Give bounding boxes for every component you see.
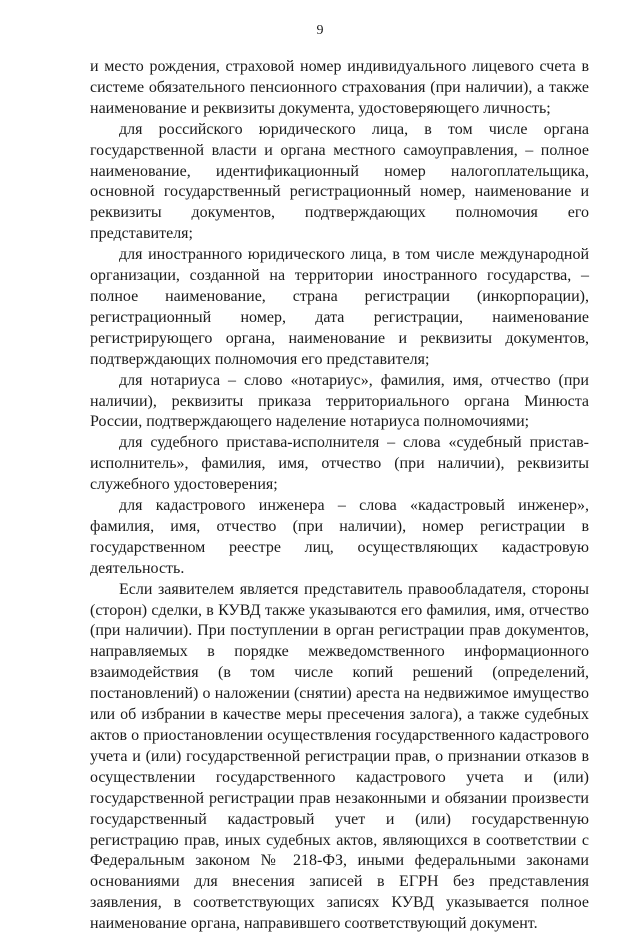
paragraph-cadastral-engineer: для кадастрового инженера – слова «кадастровый инженер», фамилия, имя, отчество (при наличии), номер регистрации в государственном реестре лиц, осуществляющих кадастровую деятельность. xyxy=(90,497,589,577)
paragraph-notary: для нотариуса – слово «нотариус», фамилия, имя, отчество (при наличии), реквизиты приказа территориального органа Минюста России, подтверждающего наделение нотариуса полномочиями; xyxy=(90,371,589,431)
paragraph-representative: Если заявителем является представитель правообладателя, стороны (сторон) сделки, в КУВД также указываются его фамилия, имя, отчество (при наличии). При поступлении в орган регистрации прав документов, направляемых в порядке межведомственного информационного взаимодействия (в том числе копий решений (определений, постановлений) о наложении (снятии) ареста на недвижимое имущество или об избрании в качестве меры пресечения залога), а также судебных актов о приостановлении осуществления государственного кадастрового учета и (или) государственной регистрации прав, о признании отказов в осуществлении государственного кадастрового учета и (или) государственной регистрации прав незаконными и обязании произвести государственный кадастровый учет и (или) государственную регистрацию прав, иных судебных актов, являющихся в соответствии с Федеральным законом № 218-ФЗ, иными федеральными законами основаниями для внесения записей в ЕГРН без представления заявления, в соответствующих записях КУВД указывается полное наименование органа, направившего соответствующий документ. xyxy=(90,580,589,933)
paragraph-continuation: и место рождения, страховой номер индивидуального лицевого счета в системе обязательного пенсионного страхования (при наличии), а также наименование и реквизиты документа, удостоверяющего личность; xyxy=(90,58,589,117)
page-number: 9 xyxy=(316,23,324,38)
paragraph-foreign-legal-entity: для иностранного юридического лица, в том числе международной организации, созданной на территории иностранного государства, – полное наименование, страна регистрации (инкорпорации), регистрационный номер, дата регистрации, наименование регистрирующего органа, наименование и реквизиты документов, подтверждающих полномочия его представителя; xyxy=(90,246,589,368)
paragraph-russian-legal-entity: для российского юридического лица, в том числе органа государственной власти и органа местного самоуправления, – полное наименование, идентификационный номер налогоплательщика, основной государственный регистрационный номер, наименование и реквизиты документов, подтверждающих полномочия его представителя; xyxy=(90,120,589,243)
document-body xyxy=(90,57,589,935)
paragraph-bailiff: для судебного пристава-исполнителя – слова «судебный пристав-исполнитель», фамилия, имя, отчество (при наличии), реквизиты служебного удостоверения; xyxy=(90,434,589,494)
